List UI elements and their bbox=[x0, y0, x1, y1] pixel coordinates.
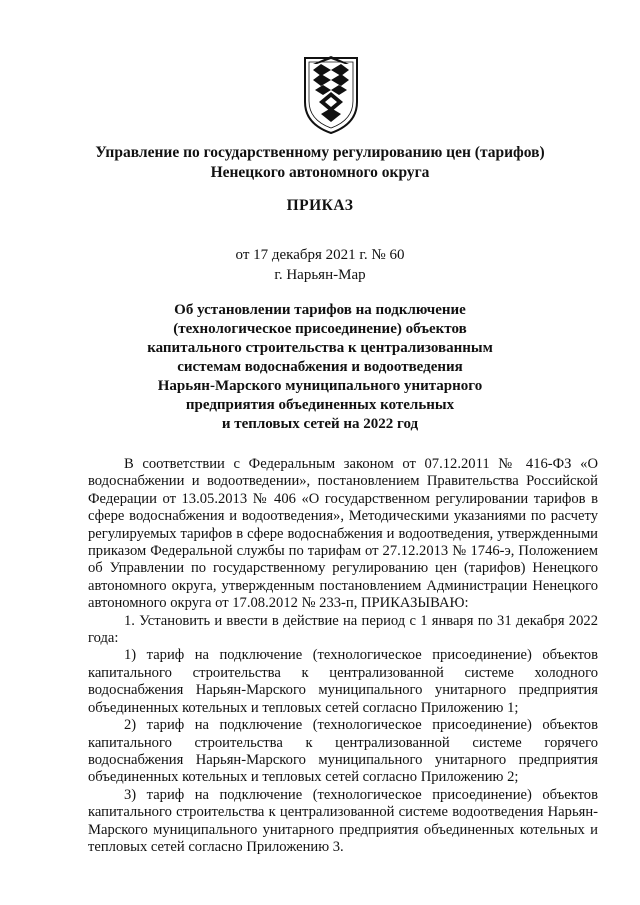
order-subitem-1: 1) тариф на подключение (технологическое присоединение) объектов капитального строительства к централизованной системе холодного водоснабжения Нарьян-Марского муниципального унитарного предприятия объединенных котельных и тепловых сетей согласно Приложению 1; bbox=[88, 647, 598, 716]
title-line: предприятия объединенных котельных bbox=[185, 397, 455, 413]
order-item-1: 1. Установить и ввести в действие на период с 1 января по 31 декабря 2022 года: bbox=[88, 612, 598, 647]
title-line: капитального строительства к централизованным bbox=[147, 340, 493, 356]
title-line: и тепловых сетей на 2022 год bbox=[221, 416, 419, 432]
document-body bbox=[88, 456, 598, 856]
title-line: Об установлении тарифов на подключение bbox=[174, 302, 466, 318]
authority-line-1: Управление по государственному регулированию цен (тарифов) bbox=[95, 144, 545, 161]
title-line: системам водоснабжения и водоотведения bbox=[177, 359, 463, 375]
preamble-paragraph: В соответствии с Федеральным законом от 07.12.2011 № 416-ФЗ «О водоснабжении и водоотведении», постановлением Правительства Российской Федерации от 13.05.2013 № 406 «О государственном регулировании тарифов в сфере водоснабжения и водоотведения», Методическими указаниями по расчету регулируемых тарифов в сфере водоснабжения и водоотведения, утвержденными приказом Федеральной службы по тарифам от 27.12.2013 № 1746-э, Положением об Управлении по государственному регулированию цен (тарифов) Ненецкого автономного округа, утвержденным постановлением Администрации Ненецкого автономного округа от 17.08.2012 № 233-п, ПРИКАЗЫВАЮ: bbox=[88, 456, 598, 612]
city: г. Нарьян-Мар bbox=[274, 267, 366, 283]
coat-of-arms-emblem bbox=[299, 54, 363, 136]
order-subitem-3: 3) тариф на подключение (технологическое присоединение) объектов капитального строительства к централизованной системе водоотведения Нарьян-Марского муниципального унитарного предприятия объединенных котельных и тепловых сетей согласно Приложению 3. bbox=[88, 786, 598, 855]
issuing-authority bbox=[60, 143, 580, 183]
document-title bbox=[60, 301, 580, 434]
date-number: от 17 декабря 2021 г. № 60 bbox=[235, 247, 405, 263]
document-type: ПРИКАЗ bbox=[286, 197, 354, 214]
order-subitem-2: 2) тариф на подключение (технологическое присоединение) объектов капитального строительства к централизованной системе горячего водоснабжения Нарьян-Марского муниципального унитарного предприятия объединенных котельных и тепловых сетей согласно Приложению 2; bbox=[88, 717, 598, 786]
title-line: Нарьян-Марского муниципального унитарного bbox=[157, 378, 483, 394]
authority-line-2: Ненецкого автономного округа bbox=[210, 164, 430, 181]
date-and-place bbox=[60, 245, 580, 285]
title-line: (технологическое присоединение) объектов bbox=[173, 321, 467, 337]
